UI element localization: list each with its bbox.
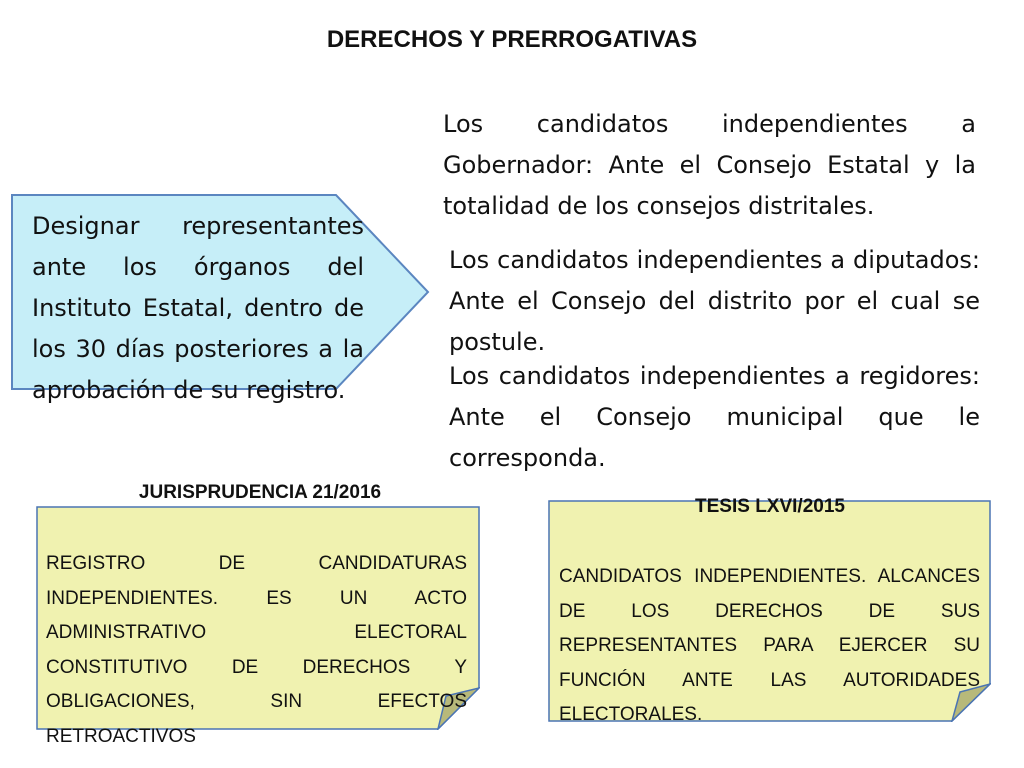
note-left-heading: JURISPRUDENCIA 21/2016 (138, 482, 382, 503)
paragraph-gobernador: Los candidatos independientes a Gobernador: Ante el Consejo Estatal y la totalidad de los consejos distritales. (443, 110, 976, 220)
note-right-text: CANDIDATOS INDEPENDIENTES. ALCANCES DE LOS DERECHOS DE SUS REPRESENTANTES PARA EJERCER SU FUNCIÓN ANTE LAS AUTORIDADES ELECTORALES. (559, 566, 980, 725)
note-left-text: REGISTRO DE CANDIDATURAS INDEPENDIENTES. ES UN ACTO ADMINISTRATIVO ELECTORAL CONSTITUTIVO DE DERECHOS Y OBLIGACIONES, SIN EFECTOS RETROACTIVOS (46, 553, 467, 747)
paragraph-regidores: Los candidatos independientes a regidores: Ante el Consejo municipal que le corresponda. (449, 362, 980, 472)
arrow-box-text: Designar representantes ante los órganos del Instituto Estatal, dentro de los 30 días posteriores a la aprobación de su registro. (32, 212, 364, 404)
paragraph-diputados: Los candidatos independientes a diputados: Ante el Consejo del distrito por el cual se postule. (449, 246, 980, 356)
note-right-heading: TESIS LXVI/2015 (695, 496, 845, 517)
slide-title: DERECHOS Y PRERROGATIVAS (326, 26, 698, 53)
